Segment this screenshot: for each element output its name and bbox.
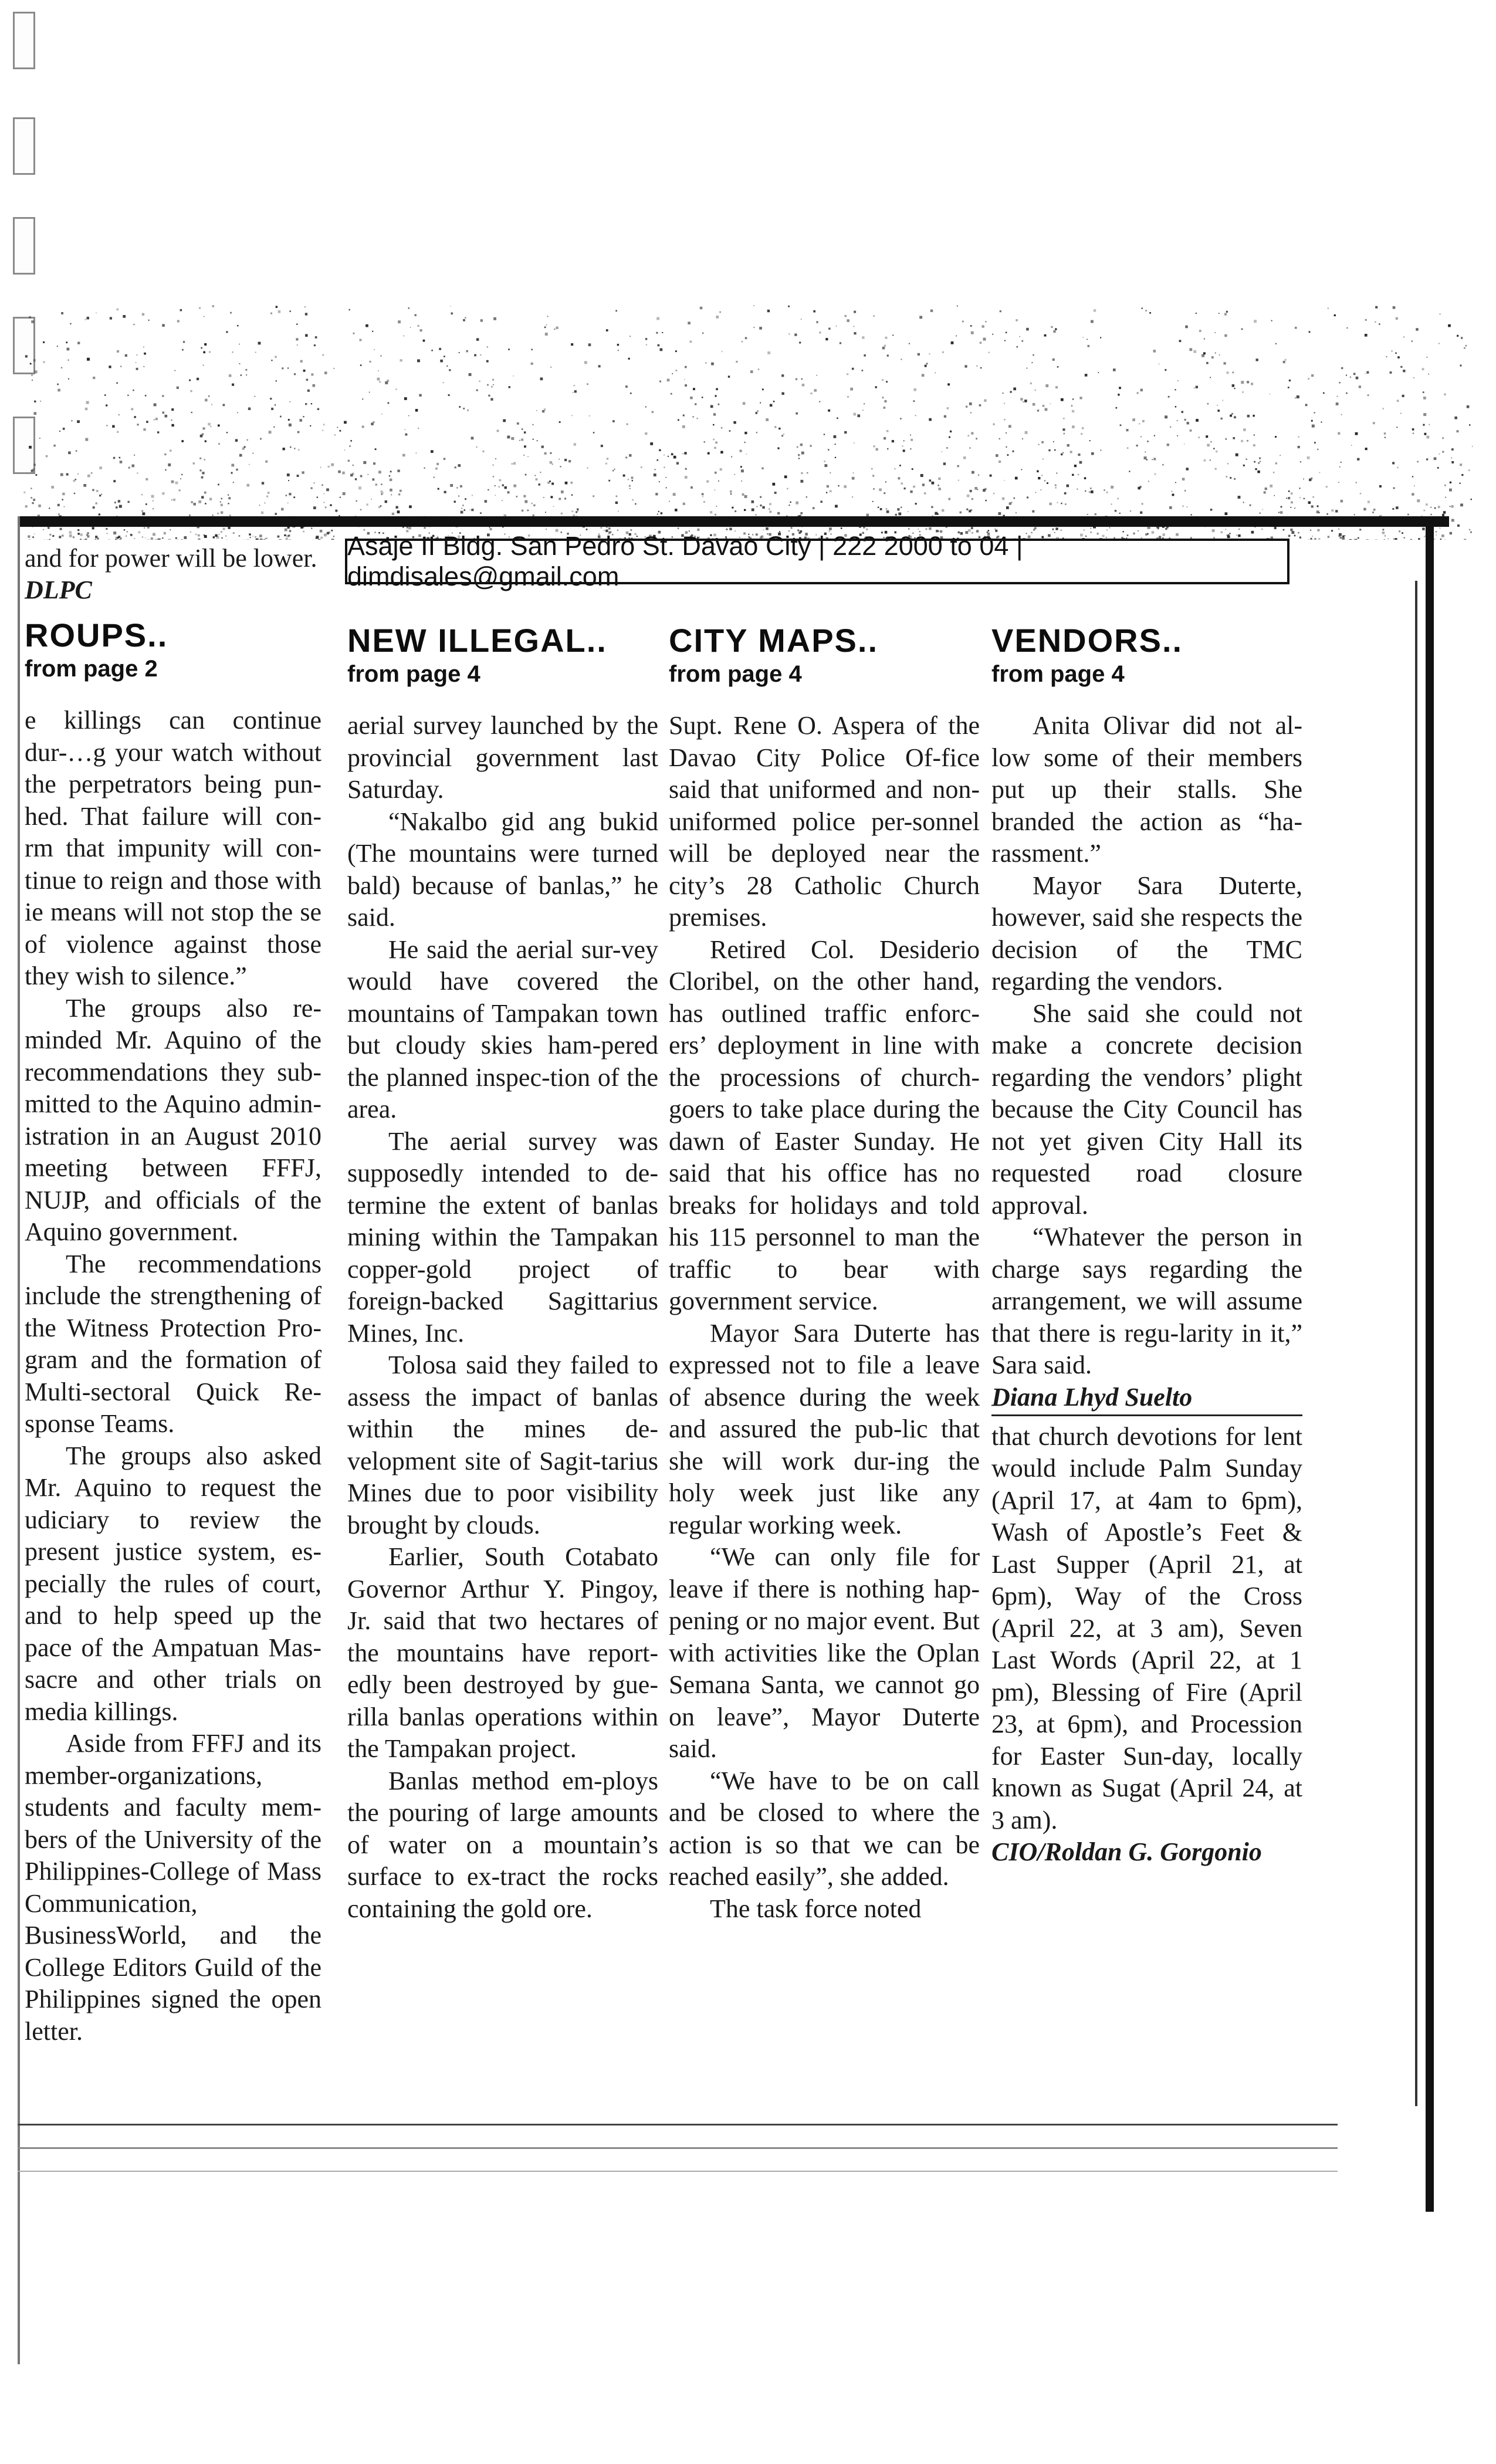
column-city-maps xyxy=(669,622,980,1925)
paragraph: Mayor Sara Duterte, however, said she respects the decision of the TMC regarding the vendors. xyxy=(991,871,1302,996)
paragraph: Aside from FFFJ and its member-organizations, students and faculty mem-bers of the University of the Philippines-College of Mass Communication, BusinessWorld, and the College Editors Guild of the Philippines signed the open letter. xyxy=(25,1729,321,2046)
lead-byline: DLPC xyxy=(25,576,92,604)
byline-rule xyxy=(991,1414,1302,1416)
paragraph: The recommendations include the strengthening of the Witness Protection Pro-gram and the formation of Multi-sectoral Quick Re-sponse Teams. xyxy=(25,1249,321,1438)
scan-noise xyxy=(23,293,1473,540)
bottom-rule xyxy=(18,2147,1338,2149)
from-page: from page 2 xyxy=(25,656,158,682)
binder-hole xyxy=(13,117,35,175)
byline: Diana Lhyd Suelto xyxy=(991,1382,1193,1412)
column-groups xyxy=(25,543,321,2047)
bottom-rule xyxy=(18,2171,1338,2172)
paragraph: Earlier, South Cotabato Governor Arthur Y. Pingoy, Jr. said that two hectares of the mountains have report-edly been destroyed by gue-rilla banlas operations within the Tampakan project. xyxy=(347,1542,658,1763)
paragraph: She said she could not make a concrete decision regarding the vendors’ plight because the City Council has not yet given City Hall its requested road closure approval. xyxy=(991,999,1302,1220)
section-title: VENDORS.. xyxy=(991,622,1183,659)
section-title: NEW ILLEGAL.. xyxy=(347,622,607,659)
right-border xyxy=(1426,516,1434,2212)
column-new-illegal xyxy=(347,622,658,1925)
left-border xyxy=(18,516,20,2364)
paragraph: Banlas method em-ploys the pouring of large amounts of water on a mountain’s surface to ex-tract the rocks containing the gold ore. xyxy=(347,1766,658,1923)
bottom-rule xyxy=(18,2124,1338,2125)
from-page: from page 4 xyxy=(347,661,480,687)
from-page: from page 4 xyxy=(669,661,802,687)
paragraph: The groups also asked Mr. Aquino to request the udiciary to review the present justice system, es-pecially the rules of court, and to help speed up the pace of the Ampatuan Mas-sacre and other trials on media killings. xyxy=(25,1441,321,1726)
paragraph: Retired Col. Desiderio Cloribel, on the other hand, has outlined traffic enforc-ers’ deployment in line with the processions of church-goers to take place during the dawn of Easter Sunday. He said that his office has no breaks for holidays and told his 115 personnel to man the traffic to bear with government service. xyxy=(669,935,980,1315)
paragraph: The groups also re-minded Mr. Aquino of the recommendations they sub-mitted to the Aquino admin-istration in an August 2010 meeting between FFFJ, NUJP, and officials of the Aquino government. xyxy=(25,993,321,1246)
paragraph: He said the aerial sur-vey would have covered the mountains of Tampakan town but cloudy skies ham-pered the planned inspec-tion of the area. xyxy=(347,935,658,1123)
paragraph: that church devotions for lent would include Palm Sunday (April 17, at 4am to 6pm), Wash of Apostle’s Feet & Last Supper (April 21, at 6pm), Way of the Cross (April 22, at 3 am), Seven Last Words (April 22, at 1 pm), Blessing of Fire (April 23, at 6pm), and Procession for Easter Sun-day, locally known as Sugat (April 24, at 3 am). xyxy=(991,1421,1302,1835)
paragraph: “Nakalbo gid ang bukid (The mountains were turned bald) because of banlas,” he said. xyxy=(347,807,658,932)
section-title: CITY MAPS.. xyxy=(669,622,879,659)
header-rule xyxy=(18,516,1449,527)
paragraph: “We have to be on call and be closed to where the action is so that we can be reached easily”, she added. xyxy=(669,1766,980,1891)
paragraph: Mayor Sara Duterte has expressed not to file a leave of absence during the week and assured the pub-lic that she will work dur-ing the holy week just like any regular working week. xyxy=(669,1318,980,1539)
paragraph: aerial survey launched by the provincial government last Saturday. xyxy=(347,711,658,804)
paragraph: “Whatever the person in charge says regarding the arrangement, we will assume that there is regu-larity in it,” Sara said. xyxy=(991,1223,1302,1379)
masthead-address-box xyxy=(345,531,1289,591)
section-title: ROUPS.. xyxy=(25,617,168,654)
binder-hole xyxy=(13,12,35,69)
right-border-inner xyxy=(1415,581,1417,2106)
paragraph: “We can only file for leave if there is nothing hap-pening or no major event. But with activities like the Oplan Semana Santa, we cannot go on leave”, Mayor Duterte said. xyxy=(669,1542,980,1763)
closing-byline: CIO/Roldan G. Gorgonio xyxy=(991,1837,1262,1866)
paragraph: Anita Olivar did not al-low some of their members put up their stalls. She branded the action as “ha-rassment.” xyxy=(991,711,1302,868)
masthead-address: Asaje II Bldg. San Pedro St. Davao City | 222 2000 to 04 | dimdisales@gmail.com xyxy=(347,531,1023,591)
paragraph: The task force noted xyxy=(710,1894,922,1923)
paragraph: The aerial survey was supposedly intended to de-termine the extent of banlas mining within the Tampakan copper-gold project of foreign-backed Sagittarius Mines, Inc. xyxy=(347,1126,658,1348)
lead-fragment: and for power will be lower. DLPC xyxy=(25,544,317,604)
column-vendors xyxy=(991,622,1302,1868)
paragraph: Tolosa said they failed to assess the impact of banlas within the mines de-velopment site of Sagit-tarius Mines due to poor visibility brought by clouds. xyxy=(347,1351,658,1539)
from-page: from page 4 xyxy=(991,661,1125,687)
binder-hole xyxy=(13,217,35,275)
paragraph: e killings can continue dur-…g your watch without the perpetrators being pun-hed. That failure will con-rm that impunity will con-tinue to reign and those with ie means will not stop the se of violence against those they wish to silence.” xyxy=(25,706,321,990)
paragraph: Supt. Rene O. Aspera of the Davao City Police Of-fice said that uniformed and non-uniformed police per-sonnel will be deployed near the city’s 28 Catholic Church premises. xyxy=(669,711,980,932)
